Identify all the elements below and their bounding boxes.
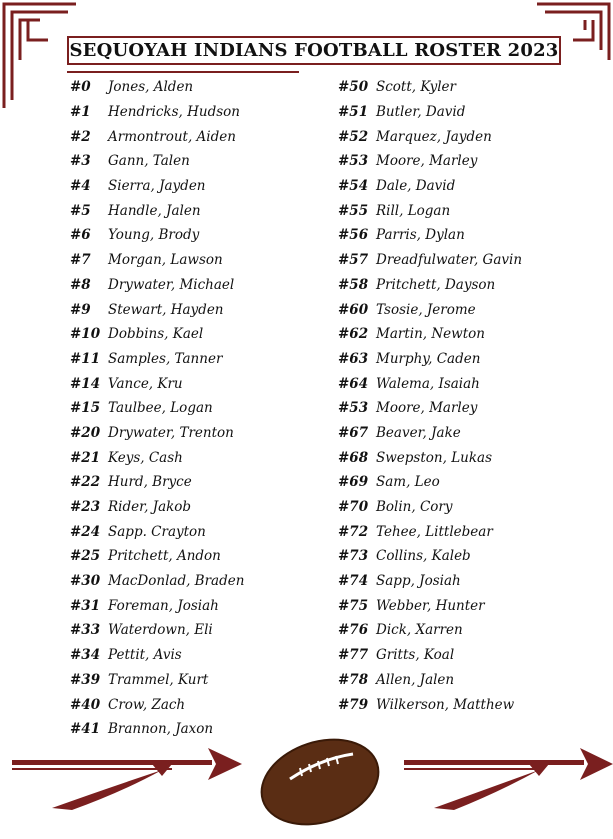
jersey-number: #58 (338, 276, 369, 293)
jersey-number: #5 (70, 202, 91, 219)
roster-row (338, 668, 522, 693)
jersey-number: #40 (70, 696, 101, 713)
player-name: Sapp, Josiah (376, 573, 461, 590)
roster-row (70, 519, 244, 544)
roster-row (70, 248, 244, 273)
roster-row (70, 347, 244, 372)
jersey-number: #60 (338, 301, 369, 318)
jersey-number: #2 (70, 128, 91, 145)
jersey-number: #25 (70, 548, 101, 565)
roster-row (338, 396, 522, 421)
football-icon (255, 734, 385, 829)
jersey-number: #79 (338, 696, 369, 713)
player-name: Waterdown, Eli (108, 622, 213, 639)
jersey-number: #51 (338, 104, 369, 121)
player-name: Handle, Jalen (108, 202, 201, 219)
jersey-number: #24 (70, 523, 101, 540)
jersey-number: #3 (70, 153, 91, 170)
player-name: Morgan, Lawson (108, 252, 223, 269)
jersey-number: #0 (70, 79, 91, 96)
roster-row (338, 75, 522, 100)
jersey-number: #33 (70, 622, 101, 639)
jersey-number: #10 (70, 326, 101, 343)
roster-row (70, 223, 244, 248)
jersey-number: #70 (338, 499, 369, 516)
jersey-number: #9 (70, 301, 91, 318)
player-name: Dale, David (376, 178, 456, 195)
jersey-number: #31 (70, 597, 101, 614)
jersey-number: #67 (338, 424, 369, 441)
player-name: Murphy, Caden (376, 350, 481, 367)
player-name: Young, Brody (108, 227, 200, 244)
player-name: Dobbins, Kael (108, 326, 204, 343)
jersey-number: #8 (70, 276, 91, 293)
title-box (67, 36, 561, 65)
jersey-number: #54 (338, 178, 369, 195)
player-name: Wilkerson, Matthew (376, 696, 515, 713)
feathered-arrow-icon (404, 742, 613, 812)
player-name: Walema, Isaiah (376, 375, 480, 392)
roster-row (70, 643, 244, 668)
player-name: Pritchett, Andon (108, 548, 221, 565)
player-name: Trammel, Kurt (108, 671, 209, 688)
roster-row (70, 198, 244, 223)
roster-row (70, 371, 244, 396)
roster-row (338, 198, 522, 223)
jersey-number: #34 (70, 647, 101, 664)
player-name: Sam, Leo (376, 474, 440, 491)
player-name: Gritts, Koal (376, 647, 455, 664)
jersey-number: #41 (70, 721, 101, 738)
player-name: Tehee, Littlebear (376, 523, 493, 540)
roster-row (338, 544, 522, 569)
roster-row (70, 421, 244, 446)
roster-row (338, 569, 522, 594)
player-name: Drywater, Michael (108, 276, 235, 293)
roster-left-column (70, 75, 244, 742)
player-name: Parris, Dylan (376, 227, 465, 244)
roster-row (338, 470, 522, 495)
player-name: Sapp. Crayton (108, 523, 206, 540)
roster-row (70, 618, 244, 643)
player-name: Webber, Hunter (376, 597, 485, 614)
roster-row (70, 544, 244, 569)
player-name: Rill, Logan (376, 202, 451, 219)
player-name: Sierra, Jayden (108, 178, 206, 195)
jersey-number: #30 (70, 573, 101, 590)
jersey-number: #11 (70, 350, 101, 367)
jersey-number: #62 (338, 326, 369, 343)
roster-row (338, 643, 522, 668)
player-name: Hendricks, Hudson (108, 104, 240, 121)
player-name: Allen, Jalen (376, 671, 455, 688)
roster-row (70, 149, 244, 174)
roster-row (338, 248, 522, 273)
roster-row (338, 223, 522, 248)
roster-row (338, 273, 522, 298)
player-name: Keys, Cash (108, 449, 183, 466)
roster-row (70, 100, 244, 125)
roster-row (70, 593, 244, 618)
roster-row (70, 297, 244, 322)
player-name: Dreadfulwater, Gavin (376, 252, 523, 269)
jersey-number: #50 (338, 79, 369, 96)
roster-row (338, 347, 522, 372)
jersey-number: #20 (70, 424, 101, 441)
roster-row (338, 124, 522, 149)
jersey-number: #64 (338, 375, 369, 392)
player-name: Vance, Kru (108, 375, 183, 392)
player-name: Beaver, Jake (376, 424, 461, 441)
jersey-number: #22 (70, 474, 101, 491)
roster-row (338, 593, 522, 618)
player-name: Pettit, Avis (108, 647, 182, 664)
page-title: SEQUOYAH INDIANS FOOTBALL ROSTER 2023 (69, 40, 559, 61)
roster-row (338, 618, 522, 643)
jersey-number: #14 (70, 375, 101, 392)
roster-row (338, 371, 522, 396)
roster-row (338, 445, 522, 470)
player-name: Tsosie, Jerome (376, 301, 476, 318)
player-name: Armontrout, Aiden (108, 128, 236, 145)
player-name: Jones, Alden (108, 79, 194, 96)
jersey-number: #78 (338, 671, 369, 688)
player-name: MacDonlad, Braden (108, 573, 245, 590)
player-name: Stewart, Hayden (108, 301, 224, 318)
roster-row (70, 470, 244, 495)
player-name: Collins, Kaleb (376, 548, 471, 565)
jersey-number: #15 (70, 400, 101, 417)
player-name: Butler, David (376, 104, 466, 121)
roster-row (70, 273, 244, 298)
player-name: Taulbee, Logan (108, 400, 213, 417)
jersey-number: #7 (70, 252, 91, 269)
player-name: Rider, Jakob (108, 499, 192, 516)
player-name: Crow, Zach (108, 696, 186, 713)
jersey-number: #57 (338, 252, 369, 269)
roster-row (70, 322, 244, 347)
player-name: Foreman, Josiah (108, 597, 219, 614)
jersey-number: #63 (338, 350, 369, 367)
player-name: Marquez, Jayden (376, 128, 492, 145)
roster-row (70, 445, 244, 470)
player-name: Drywater, Trenton (108, 424, 234, 441)
roster-row (338, 519, 522, 544)
jersey-number: #77 (338, 647, 369, 664)
roster-row (338, 100, 522, 125)
jersey-number: #21 (70, 449, 101, 466)
roster-row (70, 717, 244, 742)
roster-row (338, 495, 522, 520)
roster-row (70, 569, 244, 594)
roster-row (70, 124, 244, 149)
roster-right-column (338, 75, 522, 717)
roster-row (70, 396, 244, 421)
player-name: Gann, Talen (108, 153, 190, 170)
player-name: Scott, Kyler (376, 79, 456, 96)
roster-row (70, 75, 244, 100)
player-name: Brannon, Jaxon (108, 721, 214, 738)
roster-row (338, 149, 522, 174)
jersey-number: #56 (338, 227, 369, 244)
player-name: Martin, Newton (376, 326, 485, 343)
jersey-number: #72 (338, 523, 369, 540)
roster-row (338, 174, 522, 199)
player-name: Bolin, Cory (376, 499, 453, 516)
jersey-number: #69 (338, 474, 369, 491)
jersey-number: #39 (70, 671, 101, 688)
player-name: Swepston, Lukas (376, 449, 493, 466)
player-name: Dick, Xarren (376, 622, 463, 639)
jersey-number: #53 (338, 153, 369, 170)
roster-row (70, 692, 244, 717)
title-underline (67, 71, 299, 73)
jersey-number: #4 (70, 178, 91, 195)
roster-row (338, 297, 522, 322)
jersey-number: #6 (70, 227, 91, 244)
jersey-number: #52 (338, 128, 369, 145)
player-name: Samples, Tanner (108, 350, 223, 367)
jersey-number: #75 (338, 597, 369, 614)
player-name: Hurd, Bryce (108, 474, 192, 491)
jersey-number: #53 (338, 400, 369, 417)
jersey-number: #55 (338, 202, 369, 219)
jersey-number: #73 (338, 548, 369, 565)
roster-row (338, 421, 522, 446)
feathered-arrow-icon (12, 742, 242, 812)
roster-row (70, 174, 244, 199)
jersey-number: #76 (338, 622, 369, 639)
jersey-number: #68 (338, 449, 369, 466)
player-name: Pritchett, Dayson (376, 276, 496, 293)
player-name: Moore, Marley (376, 400, 478, 417)
jersey-number: #1 (70, 104, 91, 121)
roster-row (338, 692, 522, 717)
jersey-number: #23 (70, 499, 101, 516)
player-name: Moore, Marley (376, 153, 478, 170)
roster-row (70, 668, 244, 693)
roster-row (338, 322, 522, 347)
jersey-number: #74 (338, 573, 369, 590)
roster-row (70, 495, 244, 520)
